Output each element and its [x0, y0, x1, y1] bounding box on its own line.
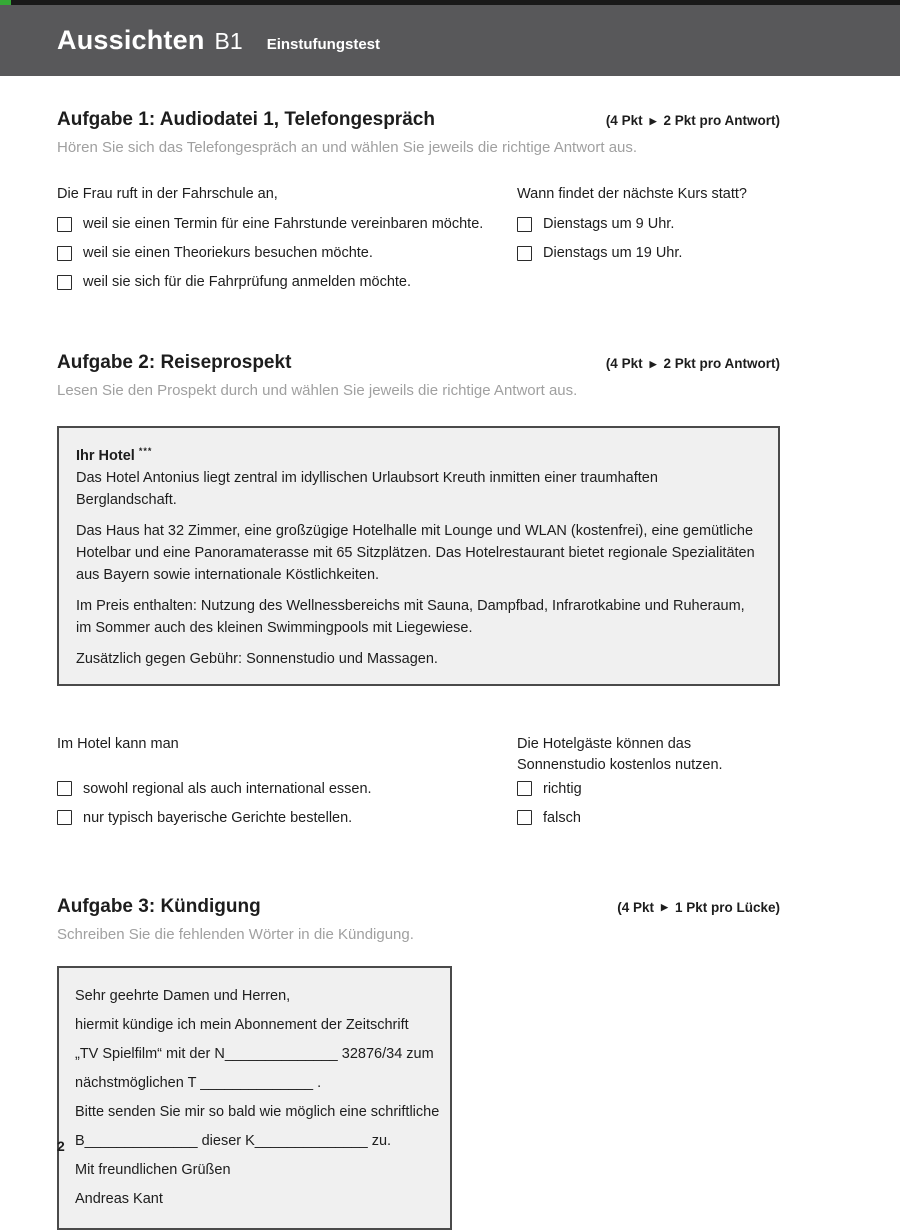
- prospekt-title: Ihr Hotel: [76, 447, 135, 464]
- task-3-title: Aufgabe 3: Kündigung: [57, 895, 261, 917]
- prospekt-paragraph: Im Preis enthalten: Nutzung des Wellnessbereichs mit Sauna, Dampfbad, Infrarotkabine und Ruheraum, im Sommer auch des kleinen Swimmingpools mit Liegewiese.: [76, 597, 745, 636]
- triangle-icon: ▶: [649, 358, 657, 369]
- points-left: (4 Pkt: [617, 899, 655, 915]
- checkbox[interactable]: [57, 246, 72, 261]
- option-label: richtig: [543, 780, 582, 797]
- points-left: (4 Pkt: [605, 113, 643, 128]
- points-right: 2 Pkt pro Antwort): [663, 113, 780, 128]
- letter-line: hiermit kündige ich mein Abonnement der Zeitschrift: [75, 1016, 409, 1033]
- prospekt-paragraph: Das Hotel Antonius liegt zentral im idyllischen Urlaubsort Kreuth inmitten einer traumhaften Berglandschaft.: [76, 469, 658, 508]
- hotel-prospekt-box: [57, 426, 780, 686]
- option-row[interactable]: [517, 216, 780, 232]
- task-1-points: [606, 113, 780, 128]
- header-bar: [0, 5, 900, 76]
- option-label: Dienstags um 19 Uhr.: [543, 245, 683, 261]
- letter-line: Mit freundlichen Grüßen: [75, 1161, 231, 1178]
- main-content: [57, 109, 780, 1230]
- option-row[interactable]: [57, 274, 517, 290]
- option-row[interactable]: [57, 810, 517, 826]
- question-prompt: Die Hotelgäste können das Sonnenstudio kostenlos nutzen.: [517, 735, 723, 773]
- task-1-header: [57, 109, 780, 131]
- header-subtitle: Einstufungstest: [266, 36, 381, 53]
- letter-line: Andreas Kant: [75, 1190, 163, 1207]
- option-row[interactable]: [57, 245, 517, 261]
- checkbox[interactable]: [517, 781, 532, 796]
- option-label: Dienstags um 9 Uhr.: [543, 216, 675, 232]
- option-label: weil sie einen Termin für eine Fahrstunde vereinbaren möchte.: [83, 216, 484, 232]
- task-3-section: [57, 896, 780, 1230]
- task-3-header: [57, 896, 780, 918]
- triangle-icon: ▶: [661, 902, 668, 913]
- task-1-title: Aufgabe 1: Audiodatei 1, Telefongespräch: [57, 109, 435, 130]
- task-1-questions: [57, 186, 780, 303]
- task-2-title: Aufgabe 2: Reiseprospekt: [57, 352, 292, 373]
- task-2-question-left: [57, 734, 517, 839]
- option-row[interactable]: [517, 781, 780, 797]
- letter-line-with-blank[interactable]: nächstmöglichen T ______________ .: [75, 1074, 322, 1091]
- task-1-question-right: [517, 186, 780, 303]
- points-left: (4 Pkt: [605, 356, 643, 371]
- task-1-instruction: Hören Sie sich das Telefongespräch an und wählen Sie jeweils die richtige Antwort aus.: [57, 139, 638, 156]
- checkbox[interactable]: [57, 810, 72, 825]
- option-row[interactable]: [57, 781, 517, 797]
- option-label: nur typisch bayerische Gerichte bestellen.: [83, 809, 353, 826]
- top-strip: [0, 0, 900, 5]
- letter-line: Bitte senden Sie mir so bald wie möglich eine schriftliche: [75, 1103, 440, 1120]
- checkbox[interactable]: [517, 246, 532, 261]
- points-right: 2 Pkt pro Antwort): [663, 356, 780, 371]
- task-1-section: [57, 109, 780, 303]
- hotel-stars: ***: [138, 446, 153, 456]
- checkbox[interactable]: [517, 217, 532, 232]
- option-row[interactable]: [517, 810, 780, 826]
- task-2-section: [57, 352, 780, 839]
- checkbox[interactable]: [57, 275, 72, 290]
- task-3-instruction: Schreiben Sie die fehlenden Wörter in die Kündigung.: [57, 925, 414, 943]
- task-3-points: [617, 900, 780, 915]
- option-label: weil sie einen Theoriekurs besuchen möchte.: [83, 245, 373, 261]
- option-label: falsch: [543, 809, 581, 826]
- task-2-question-right: [517, 734, 780, 839]
- task-2-points: [606, 356, 780, 371]
- checkbox[interactable]: [57, 781, 72, 796]
- question-prompt: Wann findet der nächste Kurs statt?: [517, 186, 747, 202]
- triangle-icon: ▶: [649, 115, 657, 126]
- question-prompt: Die Frau ruft in der Fahrschule an,: [57, 186, 278, 202]
- green-chip: [0, 0, 11, 5]
- task-2-instruction: Lesen Sie den Prospekt durch und wählen Sie jeweils die richtige Antwort aus.: [57, 382, 578, 399]
- task-2-questions: [57, 734, 780, 839]
- question-prompt: Im Hotel kann man: [57, 735, 179, 752]
- option-row[interactable]: [57, 216, 517, 232]
- task-1-question-left: [57, 186, 517, 303]
- kuendigung-letter-box: [57, 966, 452, 1230]
- letter-line: Sehr geehrte Damen und Herren,: [75, 987, 291, 1004]
- option-label: sowohl regional als auch international essen.: [83, 780, 372, 797]
- option-row[interactable]: [517, 245, 780, 261]
- task-2-header: [57, 352, 780, 374]
- letter-line-with-blank[interactable]: „TV Spielfilm“ mit der N______________ 32876/34 zum: [75, 1045, 434, 1062]
- option-label: weil sie sich für die Fahrprüfung anmelden möchte.: [83, 274, 412, 290]
- level-label: B1: [214, 28, 243, 54]
- prospekt-title-line: [76, 440, 761, 511]
- checkbox[interactable]: [57, 217, 72, 232]
- brand-title: Aussichten: [57, 25, 205, 55]
- checkbox[interactable]: [517, 810, 532, 825]
- letter-line-with-blank[interactable]: B______________ dieser K______________ zu.: [75, 1132, 392, 1149]
- prospekt-paragraph: Zusätzlich gegen Gebühr: Sonnenstudio und Massagen.: [76, 650, 438, 667]
- page-number: 2: [57, 1138, 65, 1154]
- points-right: 1 Pkt pro Lücke): [674, 899, 780, 915]
- prospekt-paragraph: Das Haus hat 32 Zimmer, eine großzügige Hotelhalle mit Lounge und WLAN (kostenfrei), eine gemütliche Hotelbar und eine Panoramaterasse mit 65 Sitzplätzen. Das Hotelrestaurant bietet regionale Spezialitäten aus Bayern sowie internationale Köstlichkeiten.: [76, 522, 755, 583]
